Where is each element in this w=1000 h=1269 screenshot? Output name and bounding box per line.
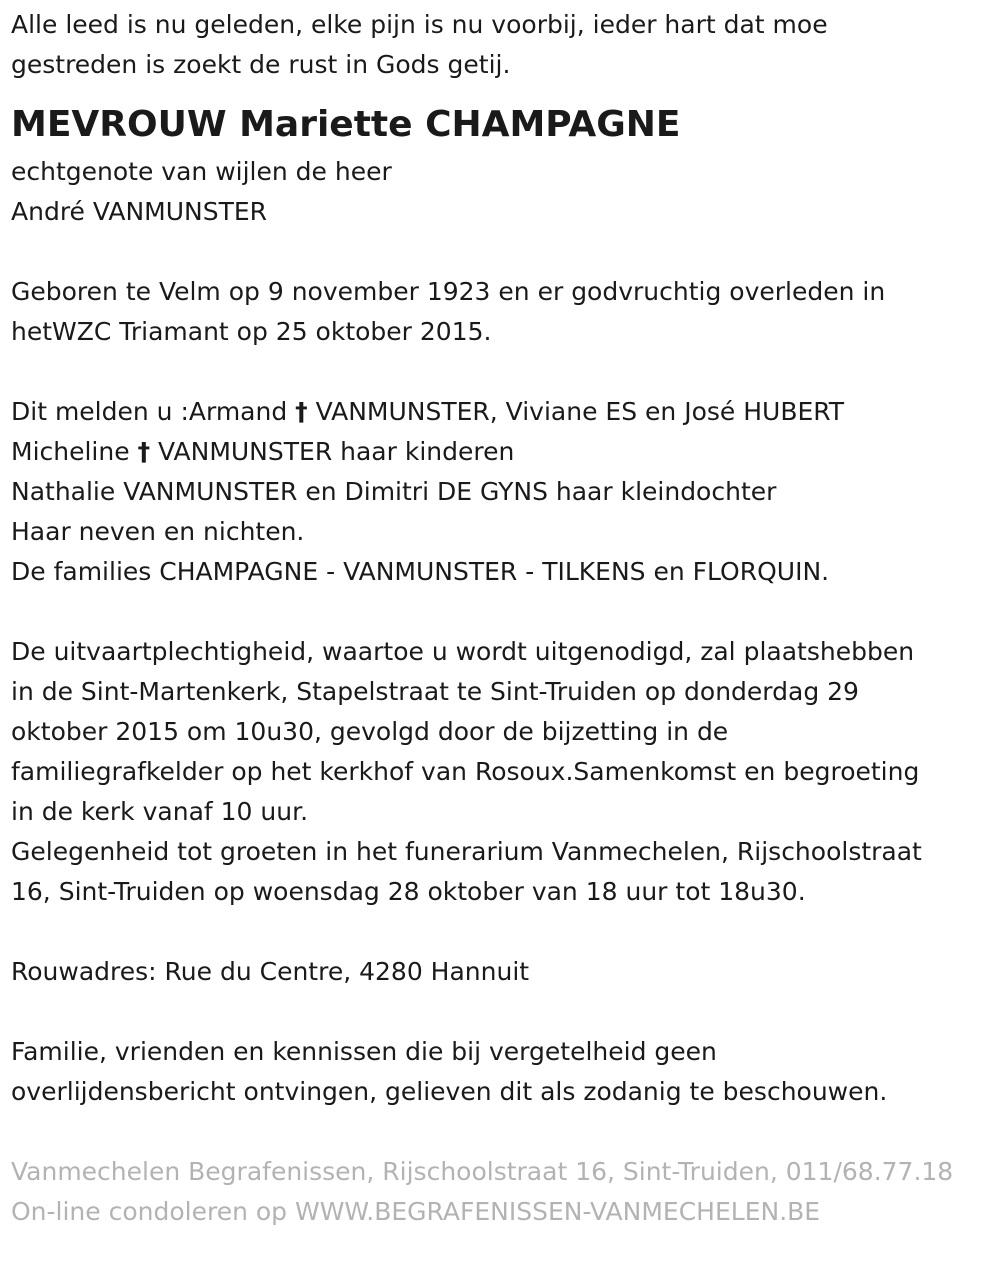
family-text: Micheline: [11, 437, 138, 466]
poem-line: Alle leed is nu geleden, elke pijn is nu voorbij, ieder hart dat moe: [11, 10, 828, 39]
birth-death-line: hetWZC Triamant op 25 oktober 2015.: [11, 317, 492, 346]
family-text: Dit melden u :Armand: [11, 397, 296, 426]
ceremony-info: [11, 632, 996, 912]
ceremony-line: 16, Sint-Truiden op woensdag 28 oktober van 18 uur tot 18u30.: [11, 877, 806, 906]
notice-line: Familie, vrienden en kennissen die bij vergetelheid geen: [11, 1037, 717, 1066]
family-line: Haar neven en nichten.: [11, 517, 305, 546]
spacer: [11, 232, 996, 272]
family-line: [11, 432, 996, 472]
ceremony-line: in de Sint-Martenkerk, Stapelstraat te Sint-Truiden op donderdag 29: [11, 677, 859, 706]
poem-line: gestreden is zoekt de rust in Gods getij.: [11, 50, 511, 79]
cross-icon: †: [137, 437, 151, 466]
ceremony-line: De uitvaartplechtigheid, waartoe u wordt uitgenodigd, zal plaatshebben: [11, 637, 915, 666]
family-line: De families CHAMPAGNE - VANMUNSTER - TILKENS en FLORQUIN.: [11, 557, 830, 586]
family-line: Nathalie VANMUNSTER en Dimitri DE GYNS haar kleindochter: [11, 477, 777, 506]
obituary-page: [11, 0, 996, 1232]
spacer: [11, 992, 996, 1032]
birth-death-info: [11, 272, 996, 352]
spacer: [11, 592, 996, 632]
family-line: [11, 392, 996, 432]
footer-condolence-link: On-line condoleren op WWW.BEGRAFENISSEN-VANMECHELEN.BE: [11, 1197, 821, 1226]
cross-icon: †: [295, 397, 308, 426]
ceremony-line: in de kerk vanaf 10 uur.: [11, 797, 309, 826]
footer-contact: Vanmechelen Begrafenissen, Rijschoolstraat 16, Sint-Truiden, 011/68.77.18: [11, 1157, 954, 1186]
spacer: [11, 1112, 996, 1152]
ceremony-line: Gelegenheid tot groeten in het funerarium Vanmechelen, Rijschoolstraat: [11, 837, 922, 866]
ceremony-line: oktober 2015 om 10u30, gevolgd door de bijzetting in de: [11, 717, 729, 746]
family-text: VANMUNSTER, Viviane ES en José HUBERT: [307, 397, 845, 426]
funeral-home-footer: [11, 1152, 996, 1232]
spouse-line: echtgenote van wijlen de heer: [11, 157, 392, 186]
deceased-name: MEVROUW Mariette CHAMPAGNE: [11, 104, 681, 145]
family-text: VANMUNSTER haar kinderen: [150, 437, 515, 466]
spouse-info: [11, 152, 996, 232]
family-list: [11, 392, 996, 592]
birth-death-line: Geboren te Velm op 9 november 1923 en er godvruchtig overleden in: [11, 277, 886, 306]
mourning-address: Rouwadres: Rue du Centre, 4280 Hannuit: [11, 957, 530, 986]
notice: [11, 1032, 996, 1112]
poem: [11, 5, 996, 85]
notice-line: overlijdensbericht ontvingen, gelieven dit als zodanig te beschouwen.: [11, 1077, 888, 1106]
spacer: [11, 912, 996, 952]
spacer: [11, 352, 996, 392]
ceremony-line: familiegrafkelder op het kerkhof van Rosoux.Samenkomst en begroeting: [11, 757, 920, 786]
spouse-name: André VANMUNSTER: [11, 197, 268, 226]
